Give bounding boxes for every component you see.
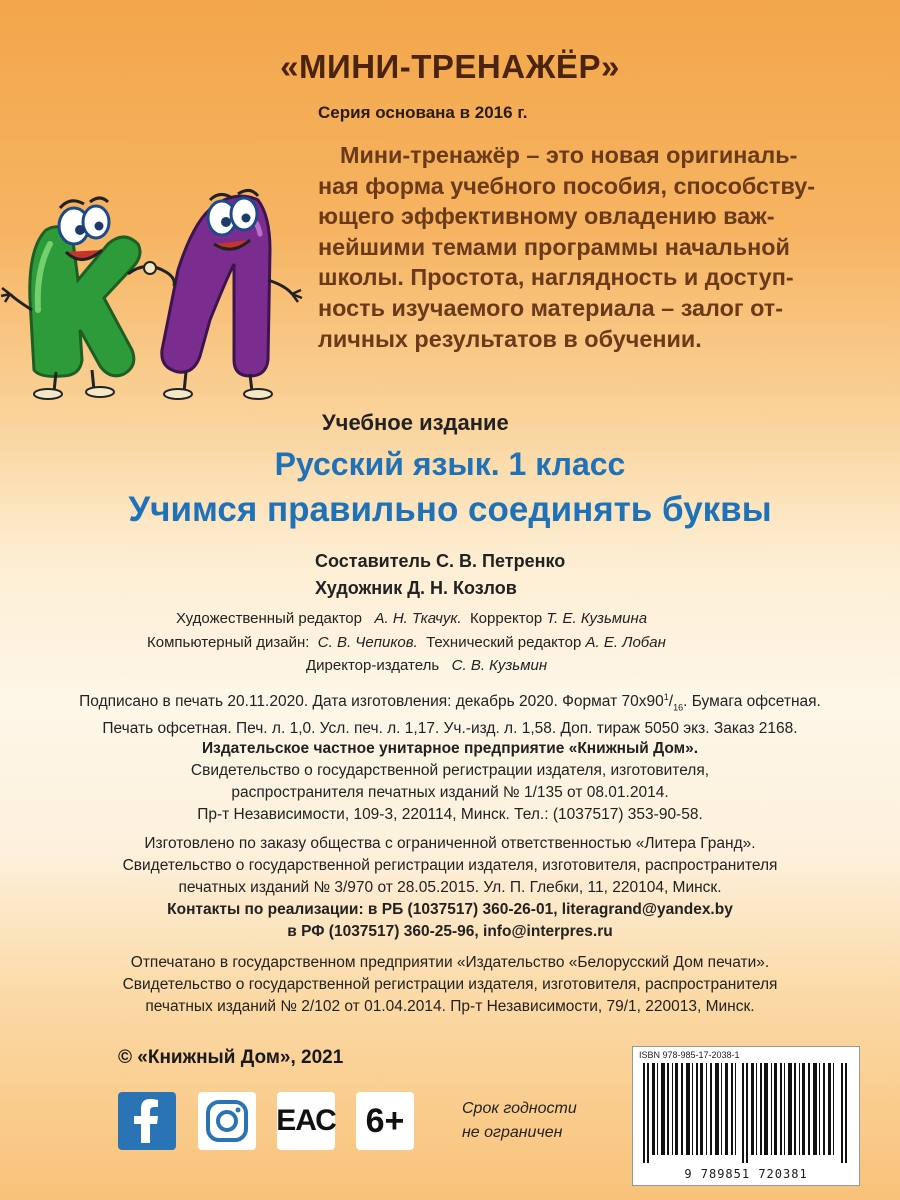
director-name: С. В. Кузьмин <box>451 657 548 674</box>
barcode-number: 9 789851 720381 <box>684 1167 808 1181</box>
publisher-line: распространителя печатных изданий № 1/135 от 08.01.2014. <box>231 784 669 801</box>
staff-line-1 <box>176 610 647 627</box>
description-line: ная форма учебного пособия, способству- <box>318 172 816 199</box>
mascot-letters-illustration <box>0 160 315 400</box>
publisher-block <box>0 738 900 826</box>
series-founded: Серия основана в 2016 г. <box>318 103 528 122</box>
shelf-life-line: не ограничен <box>462 1124 563 1141</box>
corrector-label: Корректор <box>469 610 543 627</box>
series-title: «МИНИ-ТРЕНАЖЁР» <box>280 48 620 85</box>
book-title-subject: Русский язык. 1 класс <box>274 446 626 482</box>
compiler-credit: Составитель С. В. Петренко <box>315 551 566 571</box>
contacts-rb: Контакты по реализации: в РБ (1037517) 360-26-01, literagrand@yandex.by <box>167 901 733 918</box>
publisher-line: Свидетельство о государственной регистрации издателя, изготовителя, <box>190 762 710 779</box>
shelf-life-line: Срок годности <box>462 1100 577 1117</box>
tech-editor-name: А. Е. Лобан <box>585 634 666 651</box>
description-line: ность изучаемого материала – залог от- <box>318 294 784 321</box>
eac-mark-icon <box>277 1092 335 1150</box>
eac-text: ЕАС <box>276 1104 336 1137</box>
manufacturer-line: печатных изданий № 3/970 от 28.05.2015. Ул. П. Глебки, 11, 220104, Минск. <box>178 879 722 896</box>
print-info <box>0 686 900 740</box>
print-info-line-2: Печать офсетная. Печ. л. 1,0. Усл. печ. л. 1,17. Уч.-изд. л. 1,58. Доп. тираж 5050 экз. Заказ 2168. <box>102 720 798 738</box>
letter-l-character <box>162 190 302 399</box>
book-title-main: Учимся правильно соединять буквы <box>128 490 772 529</box>
design-label: Компьютерный дизайн: <box>147 634 310 651</box>
printer-line: Отпечатано в государственном предприятии «Издательство «Белорусский Дом печати». <box>130 954 770 971</box>
description-line: личных результатов в обучении. <box>318 325 702 352</box>
instagram-icon[interactable] <box>198 1092 256 1150</box>
illustrator-credit: Художник Д. Н. Козлов <box>315 578 517 598</box>
description-line: Мини-тренажёр – это новая оригиналь- <box>340 142 798 168</box>
printer-block <box>0 952 900 1018</box>
designer-name: С. В. Чепиков. <box>317 634 418 651</box>
manufacturer-line: Изготовлено по заказу общества с ограниченной ответственностью «Литера Гранд». <box>144 835 756 852</box>
description-line: нейшими темами программы начальной <box>318 233 790 260</box>
print-info-text: . Бумага офсетная. <box>683 693 821 711</box>
description-line: ющего эффективному овладению важ- <box>318 203 775 230</box>
format-fraction-den: 16 <box>673 702 684 713</box>
manufacturer-block <box>0 833 900 943</box>
print-info-line-1: Подписано в печать 20.11.2020. Дата изготовления: декабрь 2020. Формат $70х90^1/_{16}$. Бумага офсетная. <box>79 692 821 713</box>
format-fraction-num: 1 <box>663 692 669 702</box>
tech-editor-label: Технический редактор <box>426 634 582 651</box>
printer-line: печатных изданий № 2/102 от 01.04.2014. Пр-т Независимости, 79/1, 220013, Минск. <box>145 998 755 1015</box>
description-line: школы. Простота, наглядность и доступ- <box>318 264 794 291</box>
print-info-text: Подписано в печать 20.11.2020. Дата изготовления: декабрь 2020. Формат 70х90 <box>79 693 664 711</box>
contacts-rf: в РФ (1037517) 360-25-96, info@interpres.ru <box>287 923 613 940</box>
barcode-bars-icon <box>643 1063 849 1163</box>
staff-line-3 <box>306 657 547 674</box>
art-editor-label: Художественный редактор <box>176 610 362 627</box>
letter-k-character <box>1 198 140 399</box>
edition-type: Учебное издание <box>322 410 509 435</box>
isbn-text: ISBN 978-985-17-2038-1 <box>639 1050 740 1060</box>
printer-line: Свидетельство о государственной регистрации издателя, изготовителя, распространителя <box>122 976 778 993</box>
shelf-life <box>462 1097 577 1145</box>
facebook-icon[interactable] <box>118 1092 176 1150</box>
manufacturer-line: Свидетельство о государственной регистрации издателя, изготовителя, распространителя <box>122 857 778 874</box>
age-rating-text: 6+ <box>365 1101 405 1140</box>
copyright: © «Книжный Дом», 2021 <box>118 1047 344 1068</box>
isbn-barcode <box>632 1046 860 1186</box>
director-label: Директор-издатель <box>306 657 440 674</box>
publisher-name: Издательское частное унитарное предприятие «Книжный Дом». <box>201 740 698 757</box>
corrector-name: Т. Е. Кузьмина <box>546 610 648 627</box>
art-editor-name: А. Н. Ткачук. <box>374 610 462 627</box>
series-description <box>318 140 858 354</box>
publisher-address: Пр-т Независимости, 109-3, 220114, Минск. Тел.: (1037517) 353-90-58. <box>197 806 703 823</box>
staff-line-2 <box>147 634 666 651</box>
age-rating-icon <box>356 1092 414 1150</box>
